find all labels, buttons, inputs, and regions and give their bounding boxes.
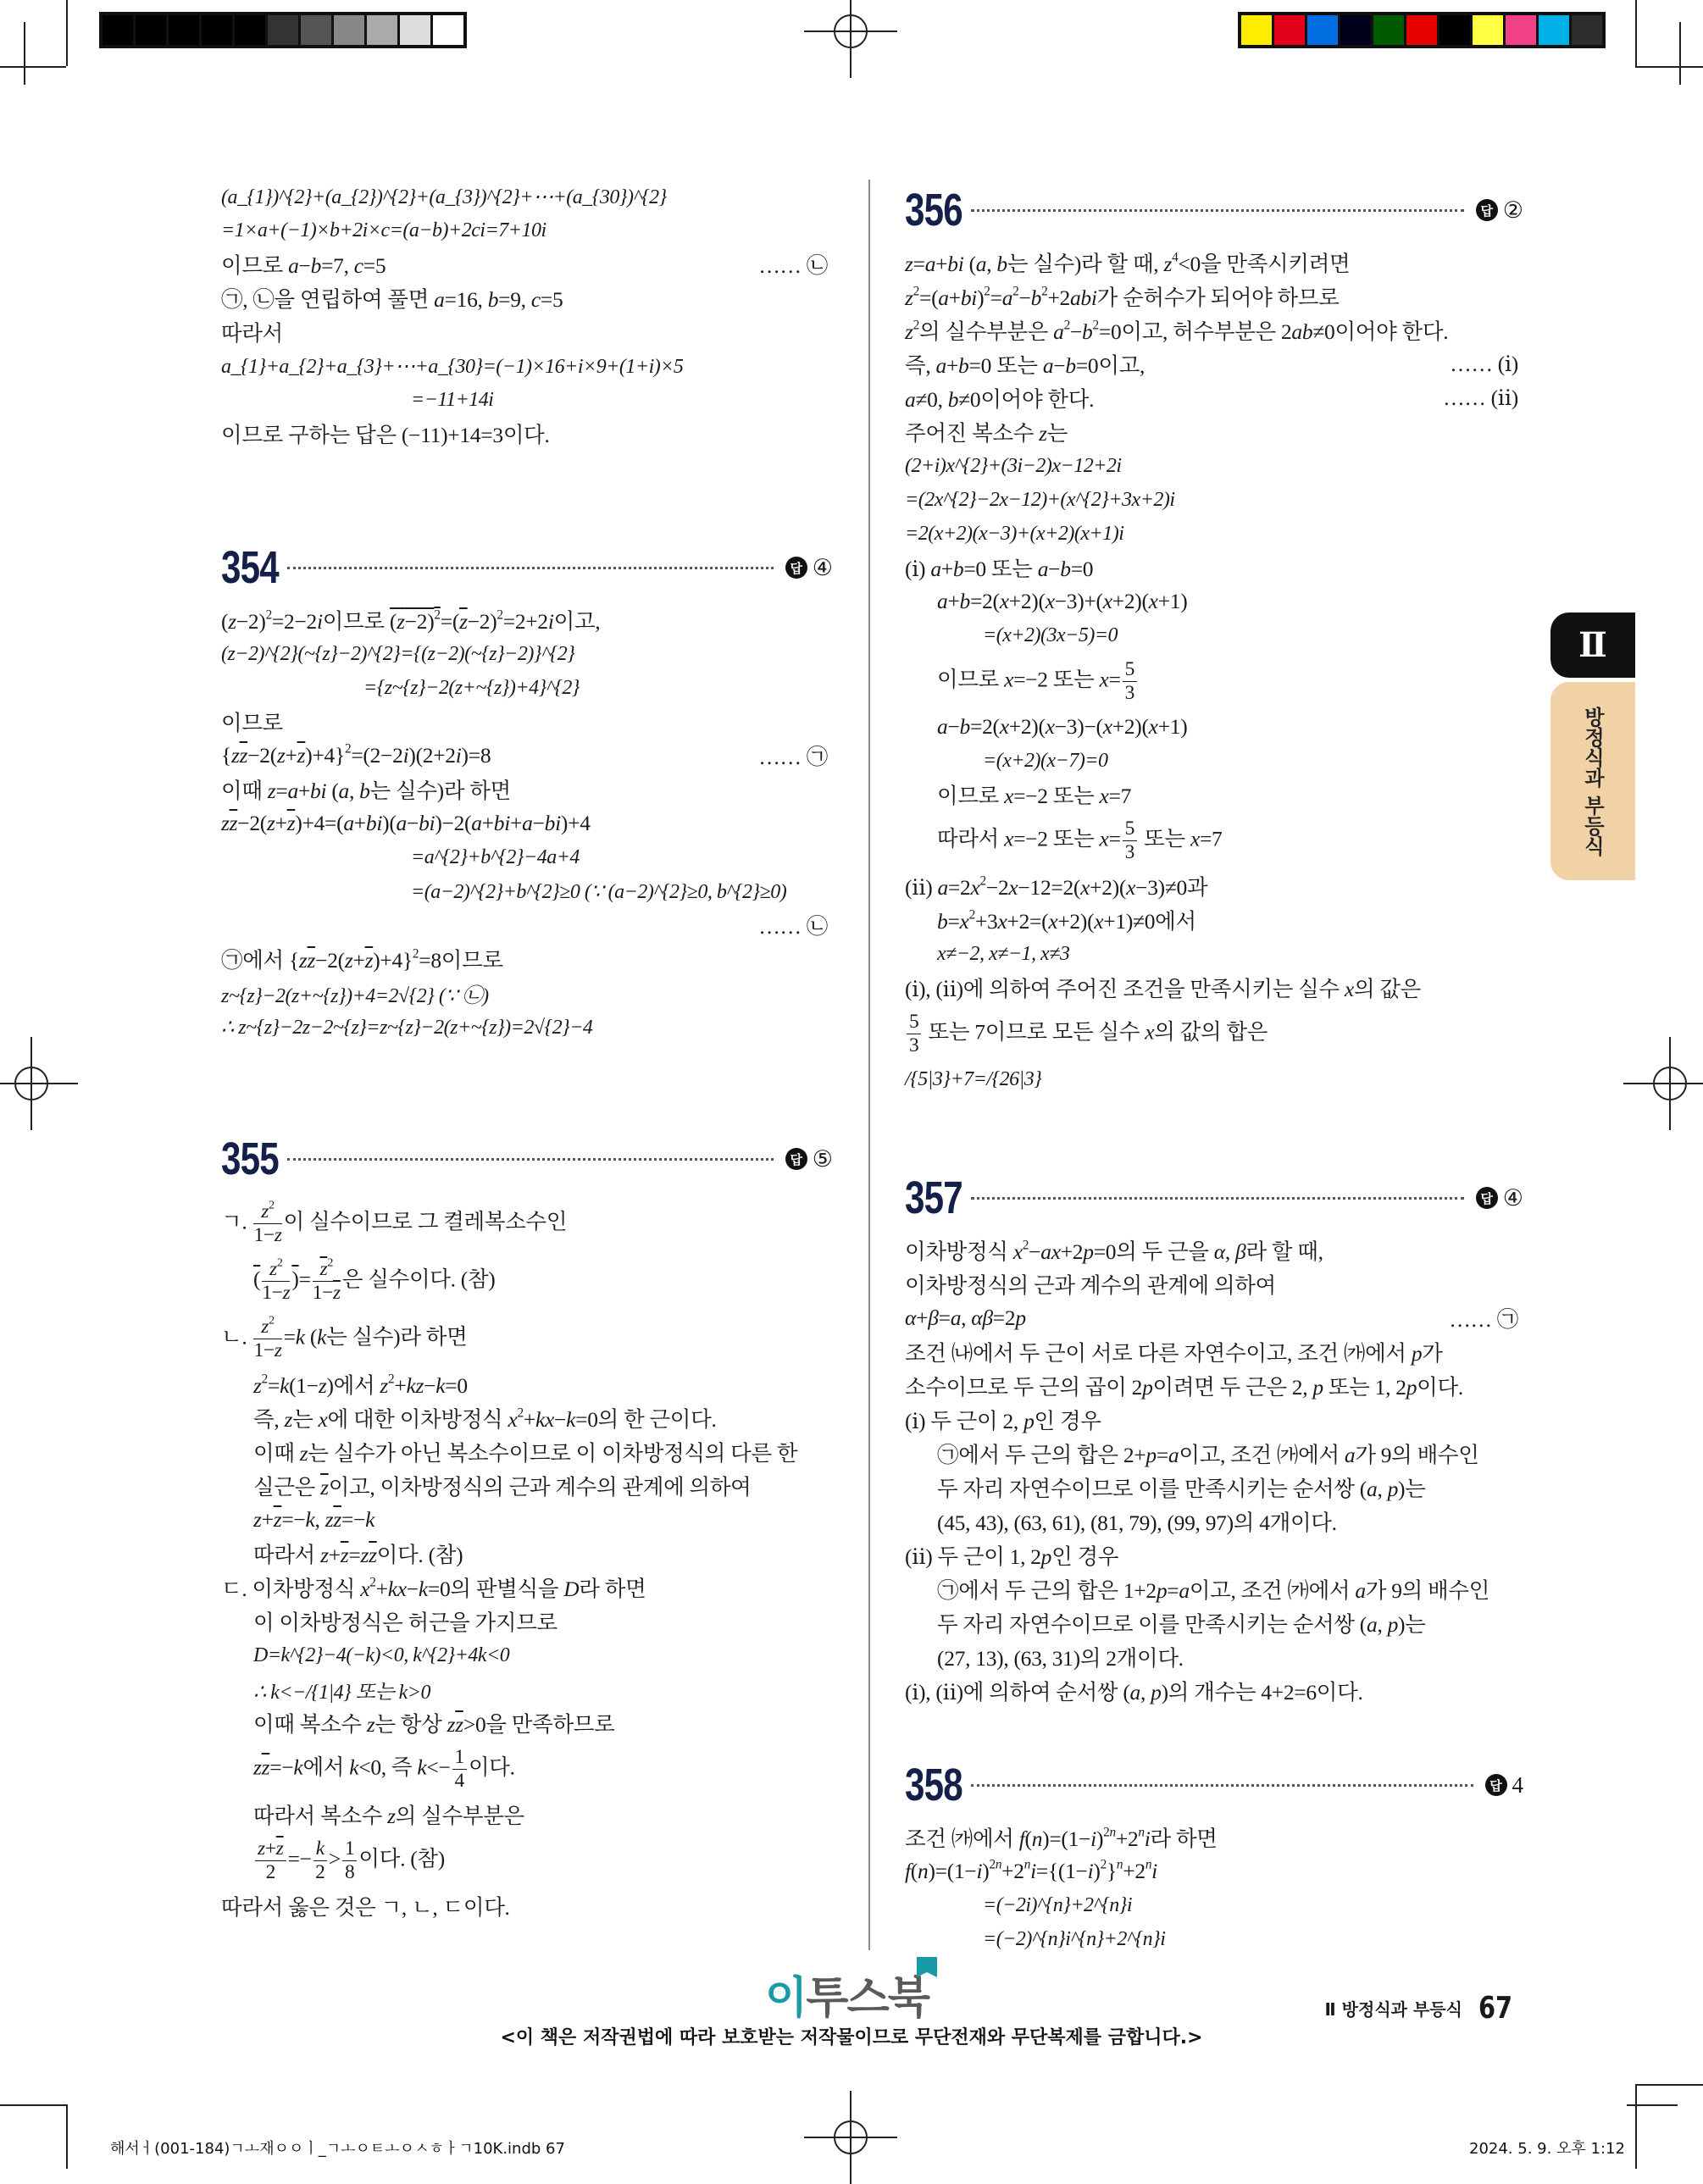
solution-line (905, 415, 1523, 449)
equation-reference-tag: …… ㉠ (1449, 1307, 1518, 1332)
solution-line (221, 705, 833, 739)
solution-line (905, 551, 1523, 585)
problem-heading (905, 1172, 1523, 1223)
solution-line (221, 383, 833, 417)
solution-text: (ⅱ) 두 근이 1, 2p인 경우 (905, 1544, 1119, 1569)
solution-357 (905, 1172, 1523, 1708)
color-swatch (1572, 15, 1602, 45)
solution-text: 이므로 (221, 711, 283, 735)
color-swatch (301, 15, 331, 45)
solution-line (905, 1335, 1523, 1369)
solution-text: $z\overline{z}-2(z+\overline{z})+4=(a+bi)(a-bi)-2(a+bi+a-bi)+4$ (221, 811, 591, 835)
equation-reference-tag: …… ㉡ (758, 914, 828, 939)
solution-line (905, 585, 1523, 618)
solution-line (905, 1005, 1523, 1062)
solution-line (221, 1571, 833, 1605)
solution-text: (z−2)^{2}(~{z}−2)^{2}={(z−2)(~{z}−2)}^{2} (221, 642, 575, 665)
solution-text: a+b=2(x+2)(x−3)+(x+2)(x+1) (937, 589, 1188, 613)
registration-mark-left (0, 1037, 78, 1130)
registration-mark-bottom (804, 2091, 897, 2184)
registration-mark-right (1623, 1037, 1703, 1130)
color-swatch (334, 15, 364, 45)
solution-text: z=a+bi (a, b는 실수)라 할 때, $z^4<0$을 만족시키려면 (905, 250, 1351, 276)
solution-text: (ⅰ), (ⅱ)에 의하여 순서쌍 (a, p)의 개수는 4+2=6이다. (905, 1680, 1363, 1705)
solution-text: (ⅱ) $a=2x^2-2x-12=2(x+2)(x-3)\ne 0$과 (905, 873, 1208, 900)
solution-text: 이므로 구하는 답은 (−11)+14=3이다. (221, 423, 550, 447)
dot-leader (287, 567, 774, 569)
solution-line (905, 1505, 1523, 1538)
answer-badge-icon: 답 (785, 557, 807, 579)
solution-text: ㉠, ㉡을 연립하여 풀면 a=16, b=9, c=5 (221, 287, 563, 312)
registration-mark-top (804, 0, 897, 78)
solution-line (221, 1469, 833, 1503)
logo-text-teal: 이 (765, 1973, 807, 2024)
solution-text: $z\overline{z}=-k$에서 k<0, 즉 k<− $\frac{1}{4}$ 이다. (253, 1745, 515, 1792)
solution-line (221, 739, 833, 773)
solution-text: (27, 13), (63, 31)의 2개이다. (937, 1646, 1184, 1671)
solution-line (905, 1267, 1523, 1301)
solution-text: =(−2i)^{n}+2^{n}i (983, 1893, 1133, 1916)
color-swatch (103, 15, 133, 45)
color-swatch (433, 15, 463, 45)
solution-text: $f(n)=(1-i)^{2n}+2^ni=\{(1-i)^2\}^n+2^ni$ (905, 1857, 1157, 1883)
solution-text: 즉, a+b=0 또는 a−b=0이고, (905, 353, 1146, 378)
solution-line (905, 778, 1523, 812)
solution-line (905, 618, 1523, 652)
equation-reference-tag: …… ㉠ (758, 745, 828, 769)
solution-line (221, 1310, 833, 1367)
solution-text: $\frac{z+\overline{z}}{2}$ =− $\frac{k}{2}$ > $\frac{1}{8}$ 이다. (참) (253, 1838, 445, 1884)
solution-text: =(x+2)(3x−5)=0 (983, 624, 1118, 646)
solution-line (221, 874, 833, 908)
solution-text: ={z~{z}−2(z+~{z})+4}^{2} (363, 676, 580, 699)
solution-text: a_{1}+a_{2}+a_{3}+⋯+a_{30}=(−1)×16+i×9+(1+i)×5 (221, 355, 684, 378)
answer-choice: 4 (1512, 1771, 1523, 1798)
solution-line (221, 180, 833, 213)
solution-text: (45, 43), (63, 61), (81, 79), (99, 97)의 4개이다. (937, 1511, 1337, 1535)
solution-text: ∴ k<−/{1|4} 또는 k>0 (253, 1681, 430, 1704)
solution-line (905, 1471, 1523, 1505)
solution-line (905, 869, 1523, 903)
color-swatch (202, 15, 232, 45)
page-number: 67 (1478, 1991, 1512, 2026)
solution-text: ㄱ. $\frac{z^2}{1-z}$ 이 실수이므로 그 켤레복소수인 (221, 1197, 568, 1246)
problem-heading (221, 542, 833, 593)
color-swatch (1274, 15, 1305, 45)
solution-line (905, 1888, 1523, 1922)
solution-line (905, 937, 1523, 971)
solution-line (905, 1437, 1523, 1471)
solution-text: 따라서 복소수 z의 실수부분은 (253, 1804, 524, 1828)
publisher-logo (765, 1962, 929, 2026)
solution-line (905, 744, 1523, 778)
copyright-notice: <이 책은 저작권법에 따라 보호받는 저작물이므로 무단전재와 무단복제를 금합니다.> (500, 2027, 1203, 2048)
equation-reference-tag: …… (ⅰ) (1450, 352, 1518, 376)
dot-leader (971, 209, 1464, 212)
solution-text: =−11+14i (411, 388, 494, 411)
color-swatch (235, 15, 265, 45)
solution-text: 이므로 x=−2 또는 x= $\frac{5}{3}$ (937, 658, 1139, 705)
solution-line (221, 315, 833, 349)
equation-reference-tag: …… (ⅱ) (1443, 385, 1518, 410)
solution-text: $b=x^2+3x+2=(x+2)(x+1)\ne 0$에서 (937, 907, 1196, 934)
solution-text: 두 자리 자연수이므로 이를 만족시키는 순서쌍 (a, p)는 (937, 1612, 1426, 1637)
solution-text: =1×a+(−1)×b+2i×c=(a−b)+2ci=7+10i (221, 219, 546, 241)
solution-line (221, 349, 833, 383)
solution-line (905, 517, 1523, 551)
solution-line (905, 449, 1523, 483)
solution-line (905, 347, 1523, 381)
solution-text: 소수이므로 두 근의 곱이 2p이려면 두 근은 2, p 또는 1, 2p이다. (905, 1375, 1463, 1400)
color-swatch (1241, 15, 1272, 45)
solution-line (221, 247, 833, 281)
solution-line (221, 671, 833, 705)
solution-line (905, 812, 1523, 869)
solution-text: (2+i)x^{2}+(3i−2)x−12+2i (905, 454, 1122, 477)
solution-line (221, 603, 833, 637)
solution-line (905, 1854, 1523, 1888)
solution-line (905, 1572, 1523, 1606)
solution-line (221, 807, 833, 840)
solution-text: $\{z\overline{z}-2(z+\overline{z})+4\}^2=(2-2i)(2+2i)=8$ (221, 741, 491, 768)
color-swatch (1539, 15, 1569, 45)
color-swatch (136, 15, 166, 45)
solution-text: /{5|3}+7=/{26|3} (905, 1067, 1042, 1090)
color-swatch (367, 15, 397, 45)
solution-line (905, 246, 1523, 280)
solution-text: 따라서 $z+\overline{z}=z\overline{z}$이다. (참) (253, 1543, 463, 1567)
problem-number: 357 (905, 1172, 962, 1223)
solution-text: $z^2=(a+bi)^2=a^2-b^2+2abi$가 순허수가 되어야 하므로 (905, 284, 1340, 310)
solution-line (221, 976, 833, 1010)
color-swatch (400, 15, 430, 45)
solution-text: 이므로 x=−2 또는 x=7 (937, 784, 1132, 808)
problem-heading (221, 1134, 833, 1184)
chapter-tab[interactable] (1550, 613, 1635, 678)
solution-text: $\frac{5}{3}$ 또는 7이므로 모든 실수 x의 값의 합은 (905, 1011, 1268, 1057)
color-swatch (1307, 15, 1338, 45)
solution-text: =(a−2)^{2}+b^{2}≥0 (∵ (a−2)^{2}≥0, b^{2}≥0) (411, 880, 787, 903)
solution-text: $z^2$의 실수부분은 $a^2-b^2=0$이고, 허수부분은 2ab≠0이어야 한다. (905, 318, 1449, 344)
solution-text: =(2x^{2}−2x−12)+(x^{2}+3x+2)i (905, 488, 1175, 511)
solution-355 (221, 1134, 833, 1923)
solution-line (221, 1889, 833, 1923)
answer-choice: ② (1502, 197, 1523, 223)
dot-leader (287, 1158, 774, 1161)
color-swatch (1506, 15, 1536, 45)
page-label (1325, 1991, 1517, 2026)
solution-text: (a_{1})^{2}+(a_{2})^{2}+(a_{3})^{2}+⋯+(a_{30})^{2} (221, 186, 667, 208)
solution-text: ㉠에서 두 근의 합은 1+2p=a이고, 조건 ㈎에서 a가 9의 배수인 (937, 1578, 1490, 1603)
solution-text: 주어진 복소수 z는 (905, 421, 1068, 446)
solution-text: 따라서 (221, 321, 283, 346)
answer-badge-icon: 답 (1476, 199, 1498, 221)
solution-text: $(z-2)^2=2-2i$이므로 $(z-2)^2=(\overline{z}-2)^2=2+2i$이고, (221, 607, 601, 634)
solution-line (221, 1706, 833, 1740)
color-swatch (1406, 15, 1437, 45)
solution-line (905, 1922, 1523, 1956)
solution-text: 이때 복소수 z는 항상 $z\overline{z}>0$을 만족하므로 (253, 1712, 615, 1737)
chapter-number: Ⅱ (1578, 626, 1607, 664)
answer-choice: ④ (1502, 1184, 1523, 1211)
solution-text: ㄷ. 이차방정식 $x^2+kx-k=0$의 판별식을 D라 하면 (221, 1575, 646, 1601)
problem-heading (905, 1760, 1523, 1810)
print-slug-date: 2024. 5. 9. 오후 1:12 (1469, 2140, 1625, 2158)
solution-text: (ⅰ), (ⅱ)에 의하여 주어진 조건을 만족시키는 실수 x의 값은 (905, 977, 1422, 1001)
solution-line (221, 281, 833, 315)
solution-line (221, 1195, 833, 1252)
solution-line (905, 652, 1523, 710)
solution-text: 이차방정식 $x^2-ax+2p=0$의 두 근을 α, β라 할 때, (905, 1238, 1323, 1264)
solution-line (221, 908, 833, 942)
solution-text: 따라서 옳은 것은 ㄱ, ㄴ, ㄷ이다. (221, 1895, 510, 1920)
grayscale-color-bar (99, 12, 467, 48)
answer-badge-icon: 답 (785, 1148, 807, 1170)
column-divider (868, 180, 870, 1950)
color-swatch (1473, 15, 1503, 45)
solution-text: z~{z}−2(z+~{z})+4=2√{2} (∵ ㉡) (221, 984, 489, 1007)
solution-line (221, 1401, 833, 1435)
solution-line (905, 1369, 1523, 1403)
solution-line (221, 213, 833, 247)
solution-353-continued (221, 180, 833, 451)
solution-line (221, 1672, 833, 1706)
solution-line (221, 1010, 833, 1044)
color-swatch (1373, 15, 1404, 45)
solution-text: =a^{2}+b^{2}−4a+4 (411, 845, 580, 868)
solution-text: (ⅰ) 두 근이 2, p인 경우 (905, 1409, 1101, 1433)
problem-number: 358 (905, 1760, 962, 1810)
answer-choice: ⑤ (812, 1145, 833, 1172)
solution-line (905, 1301, 1523, 1335)
dot-leader (971, 1784, 1473, 1787)
solution-line (221, 1435, 833, 1469)
color-swatch (169, 15, 199, 45)
solution-line (905, 1606, 1523, 1640)
problem-heading (905, 185, 1523, 236)
solution-text: ㉠에서 두 근의 합은 2+p=a이고, 조건 ㈎에서 a가 9의 배수인 (937, 1443, 1479, 1467)
chapter-title: 방정식과 부등식 (1580, 706, 1605, 856)
solution-text: 두 자리 자연수이므로 이를 만족시키는 순서쌍 (a, p)는 (937, 1477, 1426, 1501)
solution-text: 즉, z는 x에 대한 이차방정식 $x^2+kx-k=0$의 한 근이다. (253, 1405, 717, 1432)
solution-text: a−b=2(x+2)(x−3)−(x+2)(x+1) (937, 714, 1188, 739)
solution-text: $z+\overline{z}=-k$, $z\overline{z}=-k$ (253, 1507, 375, 1532)
solution-text: 이때 z는 실수가 아닌 복소수이므로 이 이차방정식의 다른 한 (253, 1441, 798, 1466)
color-swatch (268, 15, 298, 45)
logo-text-gray: 투스북 (806, 1973, 929, 2024)
solution-line (221, 942, 833, 976)
solution-line (221, 1832, 833, 1889)
solution-text: x≠−2, x≠−1, x≠3 (937, 942, 1070, 965)
color-swatch (1440, 15, 1470, 45)
solution-text: ㄴ. $\frac{z^2}{1-z}$ =k (k는 실수)라 하면 (221, 1312, 468, 1361)
solution-line (905, 1233, 1523, 1267)
solution-line (221, 1638, 833, 1672)
solution-text: $z^2=k(1-z)$에서 $z^2+kz-k=0$ (253, 1372, 468, 1398)
solution-line (905, 710, 1523, 744)
answer-choice: ④ (812, 554, 833, 580)
solution-line (905, 483, 1523, 517)
solution-358 (905, 1760, 1523, 1956)
solution-text: D=k^{2}−4(−k)<0, k^{2}+4k<0 (253, 1644, 510, 1666)
solution-text: 이때 z=a+bi (a, b는 실수)라 하면 (221, 779, 511, 803)
solution-356 (905, 185, 1523, 1096)
solution-line (905, 1640, 1523, 1674)
solution-line (221, 773, 833, 807)
solution-text: 조건 ㈎에서 $f(n)=(1-i)^{2n}+2^ni$라 하면 (905, 1825, 1218, 1851)
solution-line (905, 280, 1523, 313)
solution-text: 이므로 a−b=7, c=5 (221, 253, 386, 278)
solution-line (221, 1503, 833, 1537)
solution-text: 따라서 x=−2 또는 x= $\frac{5}{3}$ 또는 x=7 (937, 817, 1223, 863)
solution-text: =(x+2)(x−7)=0 (983, 749, 1108, 772)
solution-text: ( $\frac{z^2}{1-z}$ )= $\frac{\overline{z}^2}{1-\overline{z}}$ 은 실수이다. (참) (253, 1255, 496, 1304)
solution-line (221, 1537, 833, 1571)
solution-line (221, 1252, 833, 1310)
color-swatch (1340, 15, 1371, 45)
running-chapter-title: Ⅱ 방정식과 부등식 (1324, 1999, 1462, 2020)
solution-line (221, 637, 833, 671)
solution-text: 이차방정식의 근과 계수의 관계에 의하여 (905, 1273, 1276, 1298)
problem-number: 356 (905, 185, 962, 236)
solution-line (221, 1740, 833, 1798)
problem-number: 354 (221, 542, 279, 593)
solution-text: ∴ z~{z}−2z−2~{z}=z~{z}−2(z+~{z})=2√{2}−4 (221, 1016, 593, 1039)
answer-badge-icon: 답 (1485, 1774, 1507, 1796)
solution-line (221, 417, 833, 451)
solution-text: α+β=a, αβ=2p (905, 1305, 1026, 1330)
solution-354 (221, 542, 833, 1044)
problem-number: 355 (221, 1134, 279, 1184)
print-slug-file: 해서ㅓ(001-184)ㄱㅗ재ㅇㅇㅣ_ㄱㅗㅇㅌㅗㅇㅅㅎㅏㄱ10K.indb 67 (110, 2140, 565, 2158)
solution-text: =2(x+2)(x−3)+(x+2)(x+1)i (905, 522, 1124, 545)
solution-line (905, 903, 1523, 937)
solution-line (905, 1403, 1523, 1437)
solution-line (905, 1062, 1523, 1096)
solution-text: 조건 ㈏에서 두 근이 서로 다른 자연수이고, 조건 ㈎에서 p가 (905, 1341, 1443, 1366)
solution-line (905, 1674, 1523, 1708)
equation-reference-tag: …… ㉡ (758, 253, 828, 278)
solution-line (221, 1367, 833, 1401)
solution-line (221, 1798, 833, 1832)
solution-text: =(−2)^{n}i^{n}+2^{n}i (983, 1927, 1166, 1950)
solution-line (905, 1821, 1523, 1854)
solution-line (905, 971, 1523, 1005)
solution-text: (ⅰ) a+b=0 또는 a−b=0 (905, 557, 1094, 581)
solution-text: a≠0, b≠0이어야 한다. (905, 387, 1095, 412)
solution-line (221, 1605, 833, 1638)
solution-line (905, 1538, 1523, 1572)
solution-text: 이 이차방정식은 허근을 가지므로 (253, 1610, 557, 1635)
solution-text: ㉠에서 $\{z\overline{z}-2(z+\overline{z})+4\}^2=8$이므로 (221, 946, 503, 973)
cmyk-color-bar (1238, 12, 1606, 48)
solution-line (221, 840, 833, 874)
solution-line (905, 381, 1523, 415)
solution-line (905, 313, 1523, 347)
chapter-title-tab[interactable] (1550, 682, 1635, 880)
answer-badge-icon: 답 (1476, 1187, 1498, 1209)
dot-leader (971, 1197, 1464, 1200)
solution-text: 실근은 $\overline{z}$이고, 이차방정식의 근과 계수의 관계에 의하여 (253, 1475, 752, 1499)
